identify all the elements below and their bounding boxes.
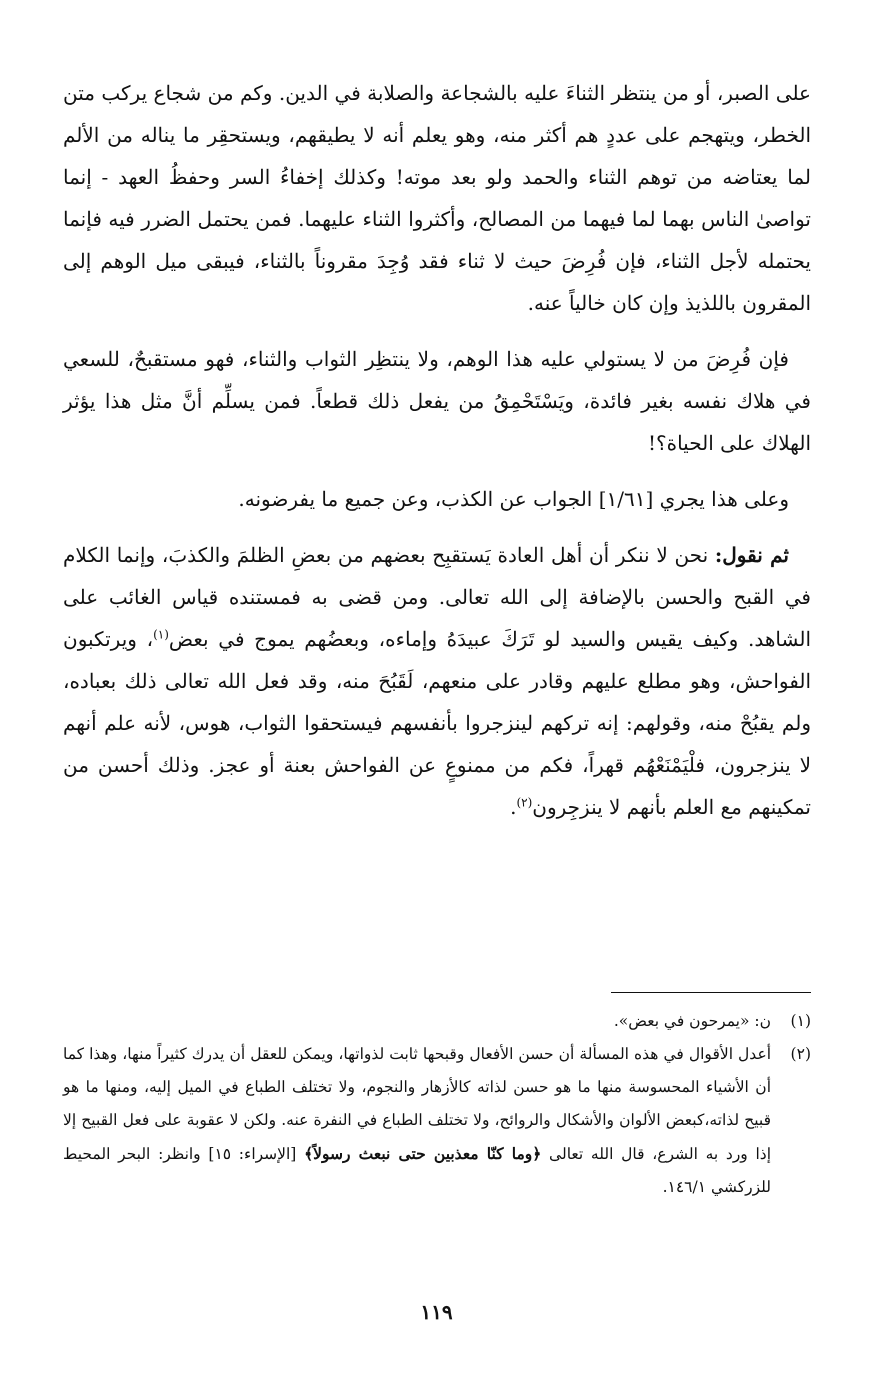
footnotes bbox=[63, 992, 811, 1204]
footnote-separator bbox=[63, 992, 811, 993]
paragraph-1: على الصبر، أو من ينتظر الثناءَ عليه بالشجاعة والصلابة في الدين. وكم من شجاع يركب متن الخطر، ويتهجم على عددٍ هم أكثر منه، وهو يعلم أنه لا يطيقهم، ويستحقِر ما يناله من الألم لما يعتاضه من توهم الثناء والحمد ولو بعد موته! وكذلك إخفاءُ السر وحفظُ العهد - إنما تواصىٰ الناس بهما لما فيهما من المصالح، وأكثروا الثناء عليهما. فمن يحتمل الضرر فيه فإنما يحتمله لأجل الثناء، فإن فُرِضَ حيث لا ثناء فقد وُجِدَ مقروناً بالثناء، فيبقى ميل الوهم إلى المقرون باللذيذ وإن كان خالياً عنه. bbox=[63, 81, 811, 315]
footnote-number: (٢) bbox=[790, 1045, 811, 1063]
book-page bbox=[63, 72, 811, 1356]
paragraph-4 bbox=[63, 534, 811, 828]
footnote-ref-2: (٢) bbox=[516, 795, 533, 810]
footnote-number: (١) bbox=[790, 1012, 811, 1030]
footnote-ref-1: (١) bbox=[153, 627, 169, 642]
footnote-text-part-b: [الإسراء: ١٥] وانظر: البحر المحيط للزركشي ١٤٦/١. bbox=[63, 1145, 771, 1196]
footnote-text-part-a: أعدل الأقوال في هذه المسألة أن حسن الأفعال وقبحها ثابت لذواتها، ويمكن للعقل أن يدرك كثيراً منها، وهذا كما أن الأشياء المحسوسة منها ما هو حسن لذاته كالأزهار والنجوم، ولا تختلف الطباع في الميل إليه، ومنها ما هو قبيح لذاته،كبعض الألوان والأشكال والروائح، ولا تختلف الطباع في النفرة عنه. ولكن لا عقوبة على فعل القبيح إلا إذا ورد به الشرع، قال الله تعالى bbox=[63, 1045, 772, 1163]
paragraph-2: فإن فُرِضَ من لا يستولي عليه هذا الوهم، ولا ينتظِر الثواب والثناء، فهو مستقبحٌ، للسعي في هلاك نفسه بغير فائدة، ويَسْتَحْمِقُ من يفعل ذلك قطعاً. فمن يسلِّم أنَّ مثل هذا يؤثر الهلاك على الحياة؟! bbox=[63, 347, 811, 455]
paragraph-4-part-b: ، ويرتكبون الفواحش، وهو مطلع عليهم وقادر على منعهم، لَقَبُحَ منه، وقد فعل الله تعالى ذلك بعباده، ولم يقبُحْ منه، وقولهم: إنه تركهم لينزجروا بأنفسهم فيستحقوا الثواب، هوس، لأنه علم أنهم لا ينزجرون، فلْيَمْنَعْهُم قهراً، فكم من ممنوعٍ عن الفواحش بعنة أو عجز. وذلك أحسن من تمكينهم مع العلم بأنهم لا ينزجِرون bbox=[63, 627, 811, 819]
paragraph-lead: ثم نقول: bbox=[714, 543, 789, 567]
footnote-rule bbox=[611, 992, 811, 993]
main-text bbox=[63, 72, 811, 828]
quran-quote: ﴿وما كنّا معذبين حتى نبعث رسولاً﴾ bbox=[304, 1144, 542, 1163]
footnote-text bbox=[63, 1038, 771, 1204]
footnote-1 bbox=[63, 1005, 811, 1038]
paragraph-4-part-a: نحن لا ننكر أن أهل العادة يَستقبِح بعضهم من بعضِ الظلمَ والكذبَ، وإنما الكلام في القبح والحسن بالإضافة إلى الله تعالى. ومن قضى به فمستنده قياس الغائب على الشاهد. وكيف يقيس والسيد لو تَرَكَ عبيدَهُ وإماءه، وبعضُهم يموج في بعض bbox=[63, 543, 811, 651]
paragraph-4-part-c: . bbox=[510, 795, 517, 819]
paragraph-3: وعلى هذا يجري [١/٦١] الجواب عن الكذب، وعن جميع ما يفرضونه. bbox=[238, 487, 789, 511]
footnote-2 bbox=[63, 1038, 811, 1204]
page-number: ١١٩ bbox=[420, 1300, 453, 1324]
footnote-text: ن: «يمرحون في بعض». bbox=[613, 1012, 771, 1030]
